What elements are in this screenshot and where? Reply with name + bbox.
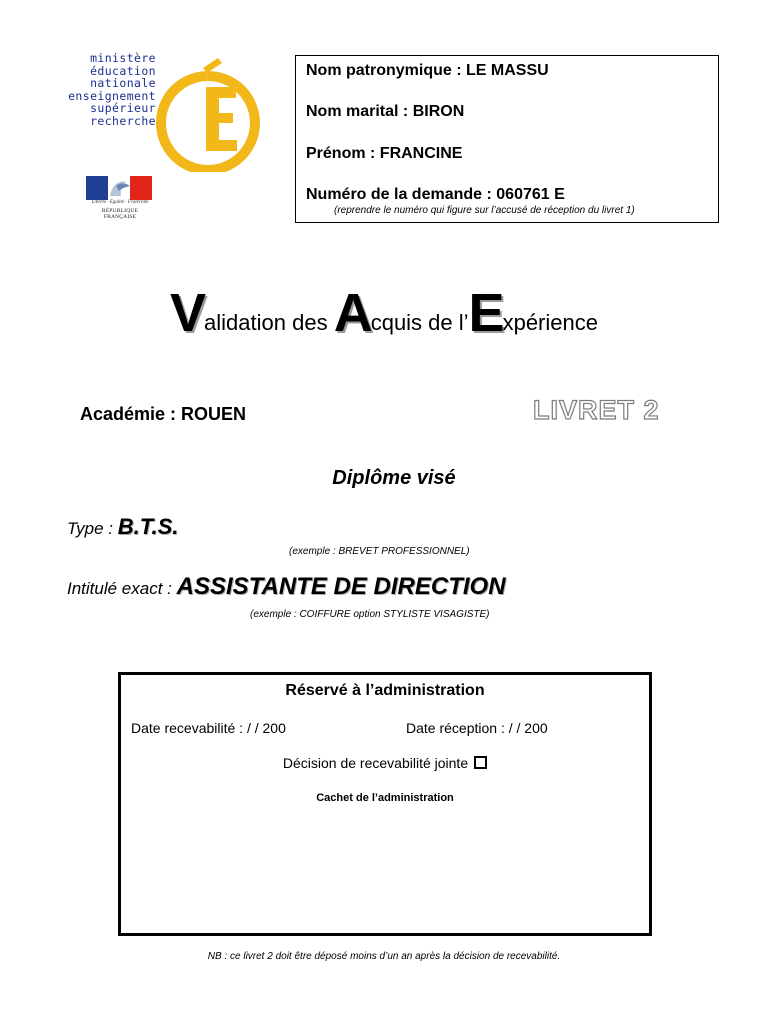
decision-checkbox[interactable] (474, 756, 487, 769)
identity-box (295, 55, 719, 223)
admin-box (118, 672, 652, 936)
cachet-label: Cachet de l’administration (316, 792, 454, 804)
republic-motto: Liberté · Égalité · Fraternité (91, 200, 149, 205)
prenom: Prénom : FRANCINE (306, 145, 463, 162)
nom-marital: Nom marital : BIRON (306, 103, 465, 120)
intitule-example: (exemple : COIFFURE option STYLISTE VISAGISTE) (250, 609, 490, 620)
title-cap-a: A (333, 283, 371, 343)
logo-word: nationale (90, 76, 156, 90)
nom-patronymique: Nom patronymique : LE MASSU (306, 62, 549, 79)
type-example: (exemple : BREVET PROFESSIONNEL) (289, 546, 470, 557)
academie: Académie : ROUEN (80, 404, 247, 424)
intitule-value: ASSISTANTE DE DIRECTION (176, 573, 506, 600)
title-cap-v: V (170, 283, 205, 343)
e-accent-emblem (146, 56, 280, 172)
title-part-2: cquis de l’ (370, 310, 469, 335)
logo-word: éducation (90, 63, 156, 78)
type-label: Type : (67, 519, 118, 538)
ministere-logo (60, 52, 220, 172)
intitule-line (67, 573, 506, 601)
logo-wordmark (60, 52, 156, 127)
logo-word: supérieur (90, 101, 156, 115)
date-recevabilite: Date recevabilité : / / 200 (131, 720, 286, 736)
numero-demande: Numéro de la demande : 060761 E (306, 186, 565, 203)
diplome-vise-heading: Diplôme visé (332, 467, 456, 489)
title-part-1: alidation des (204, 310, 334, 335)
marianne-logo (86, 176, 152, 220)
title-part-3: xpérience (502, 310, 598, 335)
nb-note: NB : ce livret 2 doit être déposé moins d’un an après la décision de recevabilité. (207, 951, 561, 962)
type-value: B.T.S. (117, 514, 179, 539)
intitule-label: Intitulé exact : (67, 579, 177, 598)
date-reception: Date réception : / / 200 (406, 720, 548, 736)
type-line (67, 514, 178, 540)
title-cap-e: E (468, 283, 503, 343)
admin-title: Réservé à l’administration (285, 682, 485, 699)
logo-word: enseignement (68, 88, 156, 103)
logo-word: recherche (90, 113, 156, 128)
tricolor-flag-icon (86, 176, 152, 200)
decision-line (121, 755, 649, 771)
republic-name: RÉPUBLIQUE FRANÇAISE (101, 208, 139, 220)
numero-note: (reprendre le numéro qui figure sur l’accusé de réception du livret 1) (334, 205, 635, 216)
logo-word: ministère (90, 51, 156, 65)
document-title (0, 282, 768, 344)
livret-label: LIVRET 2 (533, 395, 660, 425)
decision-label: Décision de recevabilité jointe (282, 755, 469, 771)
